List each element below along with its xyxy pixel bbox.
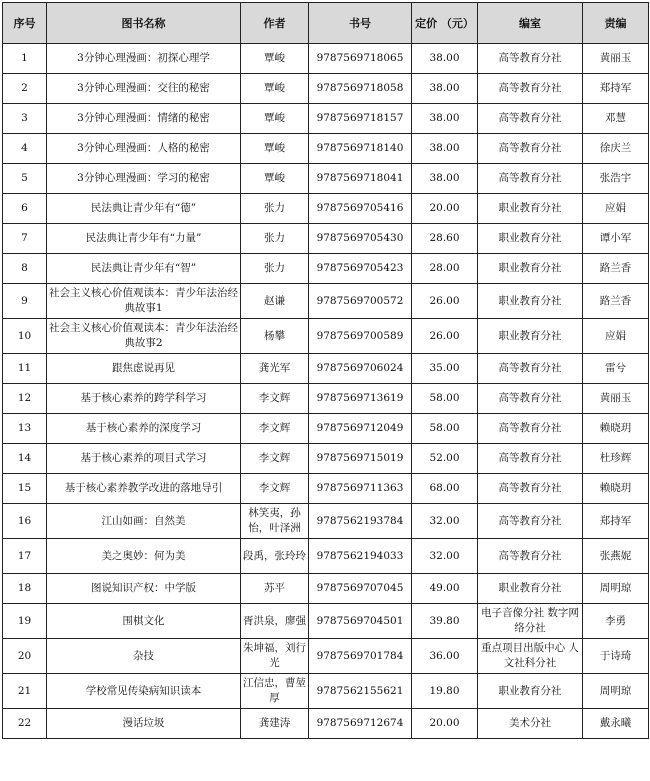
isbn-cell: 9787569718065 <box>309 44 412 74</box>
author-cell: 李文辉 <box>241 414 309 444</box>
isbn-cell: 9787569701784 <box>309 639 412 674</box>
header-cell: 序号 <box>3 3 47 44</box>
department-cell: 高等教育分社 <box>478 164 583 194</box>
title-cell: 民法典让青少年有“智” <box>47 254 241 284</box>
department-cell: 高等教育分社 <box>478 74 583 104</box>
table-row <box>3 284 649 319</box>
table-row <box>3 539 649 574</box>
editor-cell: 雷兮 <box>583 354 649 384</box>
index-cell: 10 <box>3 319 47 354</box>
price-cell: 36.00 <box>412 639 478 674</box>
table-row <box>3 104 649 134</box>
isbn-cell: 9787569700589 <box>309 319 412 354</box>
author-cell: 苏平 <box>241 574 309 604</box>
department-cell: 高等教育分社 <box>478 539 583 574</box>
department-cell: 职业教育分社 <box>478 224 583 254</box>
price-cell: 20.00 <box>412 194 478 224</box>
editor-cell: 于诗琦 <box>583 639 649 674</box>
editor-cell: 徐庆兰 <box>583 134 649 164</box>
price-cell: 38.00 <box>412 164 478 194</box>
price-cell: 68.00 <box>412 474 478 504</box>
isbn-cell: 9787562193784 <box>309 504 412 539</box>
author-cell: 覃峻 <box>241 104 309 134</box>
department-cell: 职业教育分社 <box>478 319 583 354</box>
author-cell: 江信忠，曹堃厚 <box>241 674 309 709</box>
editor-cell: 赖晓玥 <box>583 414 649 444</box>
author-cell: 段禹，张玲玲 <box>241 539 309 574</box>
header-cell: 图书名称 <box>47 3 241 44</box>
price-cell: 49.00 <box>412 574 478 604</box>
index-cell: 3 <box>3 104 47 134</box>
title-cell: 江山如画：自然美 <box>47 504 241 539</box>
department-cell: 高等教育分社 <box>478 474 583 504</box>
index-cell: 17 <box>3 539 47 574</box>
title-cell: 3分钟心理漫画：交往的秘密 <box>47 74 241 104</box>
title-cell: 社会主义核心价值观读本：青少年法治经典故事2 <box>47 319 241 354</box>
department-cell: 高等教育分社 <box>478 354 583 384</box>
price-cell: 20.00 <box>412 709 478 739</box>
editor-cell: 戴永曦 <box>583 709 649 739</box>
isbn-cell: 9787562194033 <box>309 539 412 574</box>
department-cell: 高等教育分社 <box>478 384 583 414</box>
table-row <box>3 504 649 539</box>
title-cell: 3分钟心理漫画：情绪的秘密 <box>47 104 241 134</box>
isbn-cell: 9787569700572 <box>309 284 412 319</box>
index-cell: 11 <box>3 354 47 384</box>
price-cell: 28.60 <box>412 224 478 254</box>
title-cell: 基于核心素养教学改进的落地导引 <box>47 474 241 504</box>
isbn-cell: 9787569705423 <box>309 254 412 284</box>
title-cell: 漫话垃圾 <box>47 709 241 739</box>
header-cell: 责编 <box>583 3 649 44</box>
price-cell: 52.00 <box>412 444 478 474</box>
author-cell: 张力 <box>241 194 309 224</box>
header-cell: 书号 <box>309 3 412 44</box>
table-row <box>3 254 649 284</box>
author-cell: 朱坤福，刘行光 <box>241 639 309 674</box>
header-cell: 定价 （元） <box>412 3 478 44</box>
author-cell: 张力 <box>241 224 309 254</box>
index-cell: 2 <box>3 74 47 104</box>
index-cell: 9 <box>3 284 47 319</box>
department-cell: 职业教育分社 <box>478 284 583 319</box>
title-cell: 图说知识产权：中学版 <box>47 574 241 604</box>
index-cell: 14 <box>3 444 47 474</box>
department-cell: 美术分社 <box>478 709 583 739</box>
table-row <box>3 224 649 254</box>
department-cell: 职业教育分社 <box>478 674 583 709</box>
editor-cell: 黄丽玉 <box>583 384 649 414</box>
price-cell: 58.00 <box>412 384 478 414</box>
author-cell: 龚建涛 <box>241 709 309 739</box>
table-row <box>3 164 649 194</box>
isbn-cell: 9787569718041 <box>309 164 412 194</box>
department-cell: 高等教育分社 <box>478 104 583 134</box>
author-cell: 李文辉 <box>241 384 309 414</box>
department-cell: 重点项目出版中心 人文社科分社 <box>478 639 583 674</box>
price-cell: 38.00 <box>412 74 478 104</box>
department-cell: 职业教育分社 <box>478 254 583 284</box>
table-row <box>3 604 649 639</box>
isbn-cell: 9787569718058 <box>309 74 412 104</box>
department-cell: 职业教育分社 <box>478 574 583 604</box>
index-cell: 6 <box>3 194 47 224</box>
index-cell: 4 <box>3 134 47 164</box>
title-cell: 3分钟心理漫画：学习的秘密 <box>47 164 241 194</box>
title-cell: 民法典让青少年有“德” <box>47 194 241 224</box>
editor-cell: 张浩宇 <box>583 164 649 194</box>
title-cell: 民法典让青少年有“力量” <box>47 224 241 254</box>
department-cell: 高等教育分社 <box>478 504 583 539</box>
isbn-cell: 9787569715019 <box>309 444 412 474</box>
table-row <box>3 674 649 709</box>
author-cell: 张力 <box>241 254 309 284</box>
price-cell: 38.00 <box>412 134 478 164</box>
editor-cell: 杜珍辉 <box>583 444 649 474</box>
index-cell: 13 <box>3 414 47 444</box>
isbn-cell: 9787569712674 <box>309 709 412 739</box>
editor-cell: 赖晓玥 <box>583 474 649 504</box>
table-row <box>3 319 649 354</box>
author-cell: 李文辉 <box>241 474 309 504</box>
title-cell: 社会主义核心价值观读本：青少年法治经典故事1 <box>47 284 241 319</box>
isbn-cell: 9787569712049 <box>309 414 412 444</box>
isbn-cell: 9787569706024 <box>309 354 412 384</box>
isbn-cell: 9787569704501 <box>309 604 412 639</box>
editor-cell: 李勇 <box>583 604 649 639</box>
editor-cell: 张燕妮 <box>583 539 649 574</box>
index-cell: 8 <box>3 254 47 284</box>
index-cell: 19 <box>3 604 47 639</box>
index-cell: 16 <box>3 504 47 539</box>
header-cell: 编室 <box>478 3 583 44</box>
table-row <box>3 444 649 474</box>
isbn-cell: 9787569713619 <box>309 384 412 414</box>
title-cell: 杂技 <box>47 639 241 674</box>
isbn-cell: 9787569705430 <box>309 224 412 254</box>
table-row <box>3 134 649 164</box>
title-cell: 跟焦虑说再见 <box>47 354 241 384</box>
index-cell: 1 <box>3 44 47 74</box>
title-cell: 基于核心素养的深度学习 <box>47 414 241 444</box>
price-cell: 28.00 <box>412 254 478 284</box>
header-cell: 作者 <box>241 3 309 44</box>
price-cell: 32.00 <box>412 504 478 539</box>
table-row <box>3 354 649 384</box>
department-cell: 高等教育分社 <box>478 44 583 74</box>
isbn-cell: 9787569718157 <box>309 104 412 134</box>
table-row <box>3 74 649 104</box>
editor-cell: 谭小军 <box>583 224 649 254</box>
index-cell: 5 <box>3 164 47 194</box>
title-cell: 3分钟心理漫画：初探心理学 <box>47 44 241 74</box>
author-cell: 赵谦 <box>241 284 309 319</box>
editor-cell: 郑持军 <box>583 504 649 539</box>
author-cell: 覃峻 <box>241 44 309 74</box>
author-cell: 覃峻 <box>241 134 309 164</box>
table-row <box>3 44 649 74</box>
author-cell: 龚光军 <box>241 354 309 384</box>
isbn-cell: 9787569705416 <box>309 194 412 224</box>
price-cell: 58.00 <box>412 414 478 444</box>
author-cell: 杨攀 <box>241 319 309 354</box>
author-cell: 李文辉 <box>241 444 309 474</box>
title-cell: 学校常见传染病知识读本 <box>47 674 241 709</box>
title-cell: 基于核心素养的项目式学习 <box>47 444 241 474</box>
table-row <box>3 474 649 504</box>
price-cell: 32.00 <box>412 539 478 574</box>
title-cell: 美之奥妙：何为美 <box>47 539 241 574</box>
title-cell: 3分钟心理漫画：人格的秘密 <box>47 134 241 164</box>
index-cell: 21 <box>3 674 47 709</box>
editor-cell: 路兰香 <box>583 254 649 284</box>
author-cell: 覃峻 <box>241 164 309 194</box>
table-row <box>3 709 649 739</box>
price-cell: 38.00 <box>412 104 478 134</box>
author-cell: 林笑夷，孙怡，叶泽洲 <box>241 504 309 539</box>
department-cell: 高等教育分社 <box>478 414 583 444</box>
price-cell: 39.80 <box>412 604 478 639</box>
title-cell: 基于核心素养的跨学科学习 <box>47 384 241 414</box>
header-row <box>3 3 649 44</box>
index-cell: 20 <box>3 639 47 674</box>
editor-cell: 周明琼 <box>583 574 649 604</box>
table-row <box>3 574 649 604</box>
editor-cell: 应娟 <box>583 319 649 354</box>
department-cell: 职业教育分社 <box>478 194 583 224</box>
index-cell: 18 <box>3 574 47 604</box>
table-row <box>3 414 649 444</box>
price-cell: 26.00 <box>412 284 478 319</box>
price-cell: 38.00 <box>412 44 478 74</box>
title-cell: 围棋文化 <box>47 604 241 639</box>
isbn-cell: 9787569711363 <box>309 474 412 504</box>
table-row <box>3 194 649 224</box>
editor-cell: 路兰香 <box>583 284 649 319</box>
table-row <box>3 639 649 674</box>
author-cell: 覃峻 <box>241 74 309 104</box>
price-cell: 19.80 <box>412 674 478 709</box>
department-cell: 高等教育分社 <box>478 444 583 474</box>
department-cell: 高等教育分社 <box>478 134 583 164</box>
editor-cell: 应娟 <box>583 194 649 224</box>
department-cell: 电子音像分社 数字网络分社 <box>478 604 583 639</box>
isbn-cell: 9787569707045 <box>309 574 412 604</box>
editor-cell: 周明琼 <box>583 674 649 709</box>
isbn-cell: 9787562155621 <box>309 674 412 709</box>
isbn-cell: 9787569718140 <box>309 134 412 164</box>
index-cell: 12 <box>3 384 47 414</box>
book-table <box>2 2 649 739</box>
editor-cell: 黄丽玉 <box>583 44 649 74</box>
price-cell: 26.00 <box>412 319 478 354</box>
index-cell: 22 <box>3 709 47 739</box>
index-cell: 15 <box>3 474 47 504</box>
author-cell: 胥洪泉，廖强 <box>241 604 309 639</box>
editor-cell: 邓慧 <box>583 104 649 134</box>
index-cell: 7 <box>3 224 47 254</box>
price-cell: 35.00 <box>412 354 478 384</box>
editor-cell: 郑持军 <box>583 74 649 104</box>
table-row <box>3 384 649 414</box>
